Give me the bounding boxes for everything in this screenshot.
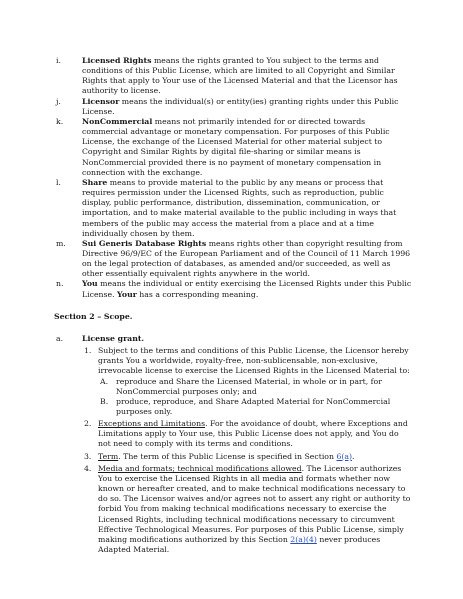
- definition-text: means rights other than copyright resulting from Directive 96/9/EC of the European Parliament and of the Council of 11 March 1996 on the legal protection of databases, as amended and/or succeeded, as well as other essentially equivalent rights anywhere in the world.: [82, 238, 411, 279]
- definition-text: means the rights granted to You subject to the terms and conditions of this Public License, which are limited to all Copyright and Similar Rights that apply to Your use of the Licensed Material and that the Licensor has authority to license.: [82, 56, 398, 96]
- subclause-body: [98, 419, 413, 449]
- subclause-body: [98, 346, 413, 417]
- subclause-2: [82, 419, 413, 449]
- subclause-1: [82, 346, 413, 417]
- definition-text: means the individual(s) or entity(ies) granting rights under this Public License.: [82, 96, 399, 116]
- definition-item: [54, 178, 413, 239]
- definition-item: [54, 239, 413, 280]
- defined-term: You: [82, 279, 98, 289]
- clause-title: [82, 334, 413, 344]
- defined-term: Your: [117, 289, 137, 299]
- definition-item: [54, 117, 413, 178]
- definition-body: [82, 239, 413, 280]
- subitem-text: reproduce and Share the Licensed Material, in whole or in part, for NonCommercial purposes only; and: [116, 376, 382, 396]
- subclause-label: 4.: [84, 463, 92, 473]
- definitions-list: [54, 56, 413, 300]
- item-label: l.: [56, 177, 61, 187]
- subclause-1-A: [98, 377, 413, 397]
- defined-term: Licensed Rights: [82, 56, 152, 65]
- subitem-label: A.: [100, 376, 109, 386]
- definition-item: [54, 56, 413, 97]
- definition-text: means not primarily intended for or directed towards commercial advantage or monetary compensation. For purposes of this Public License, the exchange of the Licensed Material for other material subject to Copyright and Similar Rights by digital file-sharing or similar means is NonCommercial provided there is no payment of monetary compensation in connection with the exchange.: [82, 116, 390, 177]
- clause-a: [54, 334, 413, 555]
- subclause-title: Media and formats; technical modifications allowed: [98, 463, 302, 473]
- definition-body: [82, 56, 413, 97]
- subclause-text: . The Licensor authorizes You to exercise the Licensed Rights in all media and formats whether now known or hereafter created, and to make technical modifications necessary to do so. The Licensor waives and/or agrees not to assert any right or authority to forbid You from making technical modifications necessary to exercise the Licensed Rights, including technical modifications necessary to circumvent Effective Technological Measures. For purposes of this Public License, simply making modifications authorized by this Section: [98, 463, 411, 544]
- defined-term: Licensor: [82, 96, 120, 106]
- definition-body: [82, 178, 413, 239]
- definition-body: [82, 279, 413, 299]
- subclause-1-B: [98, 397, 413, 417]
- clause-label: a.: [56, 333, 64, 343]
- clause-body: [82, 334, 413, 555]
- subclause-text-end: never produces Adapted Material.: [98, 534, 381, 555]
- subclause-text-end: .: [352, 451, 355, 461]
- definition-item: [54, 279, 413, 299]
- definition-body: [82, 117, 413, 178]
- section-heading: Section 2 – Scope.: [54, 311, 133, 321]
- item-label: m.: [56, 238, 66, 248]
- subclause-title: Term: [98, 451, 119, 461]
- subclause-4: [82, 464, 413, 555]
- definition-body: [82, 97, 413, 117]
- section-6a-link[interactable]: 6(a): [336, 451, 353, 461]
- item-label: j.: [56, 96, 61, 106]
- item-label: k.: [56, 116, 64, 126]
- subitem-text: produce, reproduce, and Share Adapted Material for NonCommercial purposes only.: [116, 396, 391, 416]
- subclause-text: Subject to the terms and conditions of this Public License, the Licensor hereby grants You a worldwide, royalty-free, non-sublicensable, non-exclusive, irrevocable license to exercise the Licensed Rights in the Licensed Material to:: [98, 346, 410, 376]
- defined-term: NonCommercial: [82, 116, 153, 126]
- item-label: i.: [56, 56, 61, 65]
- subclause-label: 3.: [84, 451, 92, 461]
- definition-text: has a corresponding meaning.: [136, 289, 259, 299]
- item-label: n.: [56, 279, 64, 289]
- subclause-3: [82, 452, 413, 462]
- subclause-text: . For the avoidance of doubt, where Exceptions and Limitations apply to Your use, this Public License does not apply, and You do not need to comply with its terms and conditions.: [98, 419, 408, 449]
- subitem-label: B.: [100, 396, 109, 406]
- section-2a4-link[interactable]: 2(a)(4): [290, 534, 317, 544]
- definition-text: means to provide material to the public by any means or process that requires permission under the Licensed Rights, such as reproduction, public display, public performance, distribution, dissemination, communication, or importation, and to make material available to the public including in ways that members of the public may access the material from a place and at a time individually chosen by them.: [82, 177, 397, 238]
- subclause-body: [98, 452, 413, 462]
- subclause-body: [98, 464, 413, 555]
- clause-title-text: License grant.: [82, 333, 145, 343]
- defined-term: Sui Generis Database Rights: [82, 238, 207, 248]
- defined-term: Share: [82, 177, 108, 187]
- definition-text: means the individual or entity exercising the Licensed Rights under this Public License.: [82, 279, 412, 299]
- subclause-label: 2.: [84, 419, 92, 429]
- definition-item: [54, 97, 413, 117]
- subclause-label: 1.: [84, 346, 92, 356]
- subclause-title: Exceptions and Limitations: [98, 419, 206, 429]
- subclause-text: . The term of this Public License is specified in Section: [118, 451, 337, 461]
